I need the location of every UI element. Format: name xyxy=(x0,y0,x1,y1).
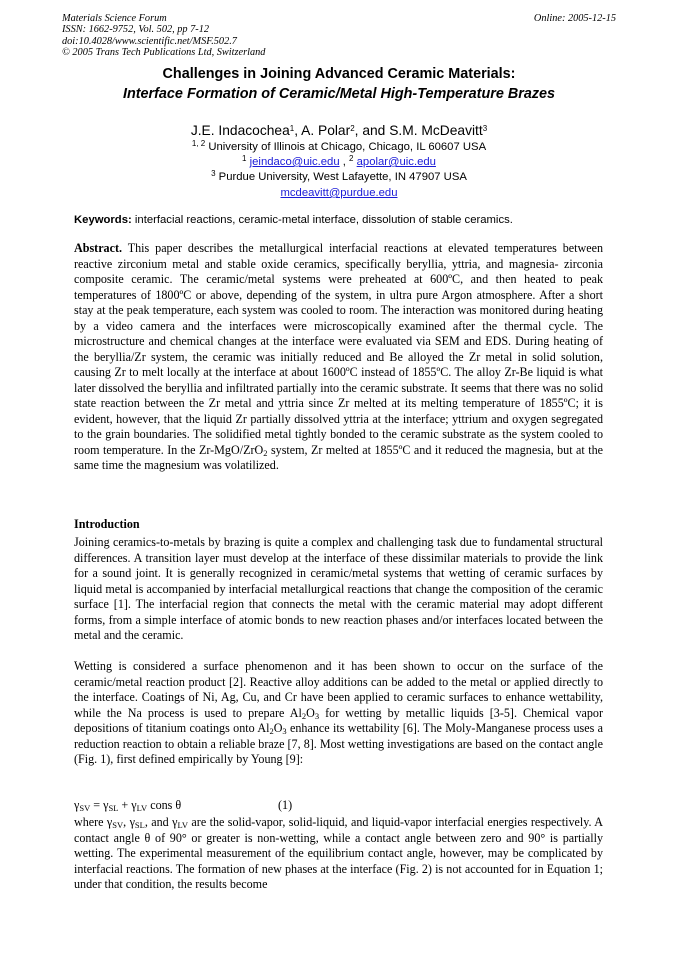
keywords-line xyxy=(74,213,616,228)
subscript: 2 xyxy=(301,710,307,721)
equation-symbol: γ xyxy=(103,798,109,812)
paragraph-text: , γ xyxy=(123,815,135,829)
email-separator: , xyxy=(339,156,350,168)
subscript: SL xyxy=(134,820,145,830)
subscript: 3 xyxy=(314,710,320,721)
paragraph-text: for wetting by metallic liquids [3-5]. Chemical vapor depositions of titanium coatings onto Al xyxy=(74,705,603,735)
doi-line: doi:10.4028/www.scientific.net/MSF.502.7 xyxy=(62,35,237,47)
keywords-text: interfacial reactions, ceramic-metal interface, dissolution of stable ceramics. xyxy=(131,214,513,226)
subscript: SV xyxy=(112,820,124,830)
subscript: LV xyxy=(136,803,148,813)
affiliation-text: Purdue University, West Lafayette, IN 47907 USA xyxy=(218,171,467,183)
affiliation-text: University of Illinois at Chicago, Chicago, IL 60607 USA xyxy=(208,141,487,153)
paragraph-text: O xyxy=(306,705,315,720)
email-link-polar[interactable]: apolar@uic.edu xyxy=(356,156,436,168)
abstract-text: This paper describes the metallurgical interfacial reactions at elevated temperatures between reactive zirconium metal and stable oxide ceramics, specifically beryllia, yttria, and magnesia- zirconia composite ceramic. The ceramic/metal systems were preheated at 600ºC, and then heated to peak temperatures of 1800ºC or above, depending of the system, in ultra pure Argon atmosphere. After a short stay at the peak temperature, each system was cooled to room. The interaction was monitored during heating by a video camera and the interfaces were microscopically examined after the thermal cycle. The microstructure and chemical changes at the interface were evaluated via SEM and EDS. During heating of the beryllia/Zr system, the ceramic was initially reduced and Be alloyed the Zr metal in solid solution, causing Zr to melt locally at the interface at about 1600ºC instead of 1855ºC. The alloy Zr-Be liquid is what later dissolved the beryllia and infiltrated partially into the ceramic substrate. It seems that there was no solid state reaction between the Zr metal and yttria since Zr melted at its melting temperature of 1855ºC; it is evident, however, that the liquid Zr partially dissolved yttria at the interface; yttrium and oxygen segregated to the grain boundaries. The solidified metal tightly bonded to the ceramic substrate as the system cooled to room temperature. In the Zr-MgO/ZrO xyxy=(74,241,603,457)
subscript: SV xyxy=(79,803,91,813)
paper-title-line1: Challenges in Joining Advanced Ceramic Materials: xyxy=(162,66,516,82)
equation-symbol: γ xyxy=(74,798,80,812)
journal-name: Materials Science Forum xyxy=(62,13,167,24)
paragraph-text: Wetting is considered a surface phenomenon and it has been shown to occur on the surface of the ceramic/metal reaction product [2]. Reactive alloy additions can be added to the metal or applied directly to the interface. Coatings of Ni, Ag, Cu, and Cr have been applied to ceramic surfaces to enhance wettability, while the Na process is used to prepare Al xyxy=(74,659,603,720)
abstract-text-tail: system, Zr melted at 1855ºC and it reduced the magnesia, but at the same time the magnesium was volatilized. xyxy=(74,442,604,472)
affiliation-uic xyxy=(62,140,616,155)
affiliation-purdue xyxy=(62,170,616,185)
intro-paragraph-2 xyxy=(74,659,603,768)
paragraph-text: are the solid-vapor, solid-liquid, and liquid-vapor interfacial energies respectively. A contact angle θ of 90° or greater is non-wetting, while a contact angle between zero and 90° is partially wetting. The experimental measurement of the equilibrium contact angle, however, may be complicated by interfacial reactions. The formation of new phases at the interface (Fig. 2) is not accounted for in Equation 1; under that condition, the results become xyxy=(74,815,603,891)
affiliation-mark: 1, 2 xyxy=(191,139,206,148)
email-link-mcdeavitt[interactable]: mcdeavitt@purdue.edu xyxy=(280,187,398,199)
subscript: 2 xyxy=(263,447,268,458)
journal-header xyxy=(62,13,616,59)
issn-line: ISSN: 1662-9752, Vol. 502, pp 7-12 xyxy=(62,24,210,36)
copyright-line: © 2005 Trans Tech Publications Ltd, Switzerland xyxy=(62,47,266,59)
keywords-label: Keywords: xyxy=(74,214,132,226)
online-date: Online: 2005-12-15 xyxy=(533,13,616,24)
equation-operator: = xyxy=(90,798,104,812)
intro-paragraph-1: Joining ceramics-to-metals by brazing is quite a complex and challenging task due to fundamental structural differences. A transition layer must develop at the interface of these dissimilar materials to provide the link for a sound joint. It is generally recognized in ceramic/metal systems that wetting of ceramic surfaces by liquid metal is accompanied by interfacial metallurgical reactions that change the composition of the ceramic surface [1]. The interfacial region that connects the metal with the ceramic material may adopt different forms, from a simple interface of atomic bonds to new reaction phases and/or interfaces located between the metal and the ceramic. xyxy=(74,535,603,642)
subscript: 3 xyxy=(282,726,287,736)
author-separator: , and xyxy=(354,123,390,138)
author-affiliation-mark: 1 xyxy=(289,124,295,133)
young-equation xyxy=(74,798,293,814)
email-mark: 1 xyxy=(242,154,247,163)
author-name: A. Polar xyxy=(301,123,351,138)
equation-operator: + xyxy=(118,798,132,812)
paragraph-text: enhance its wettability [6]. The Moly-Manganese process uses a reduction reaction to obtain a reliable braze [7, 8]. Most wetting investigations are based on the contact angle (Fig. 1), first defined empirically by Young [9]: xyxy=(74,721,604,766)
author-separator: , xyxy=(294,123,302,138)
subscript: 2 xyxy=(269,726,274,736)
paragraph-text: O xyxy=(273,721,283,735)
paper-title-line2: Interface Formation of Ceramic/Metal High-Temperature Brazes xyxy=(122,86,556,102)
author-affiliation-mark: 2 xyxy=(350,124,355,133)
abstract-label: Abstract. xyxy=(74,241,123,255)
equation-symbol: γ xyxy=(131,798,137,812)
author-name: S.M. McDeavitt xyxy=(389,123,483,138)
affiliation-mark: 3 xyxy=(211,169,216,178)
email-line-purdue xyxy=(62,186,616,201)
subscript: SL xyxy=(108,803,119,813)
equation-tail: cons θ xyxy=(147,798,182,812)
email-link-indacochea[interactable]: jeindaco@uic.edu xyxy=(249,156,340,168)
author-list xyxy=(62,122,616,140)
introduction-heading: Introduction xyxy=(74,517,140,531)
paragraph-text: , and γ xyxy=(144,815,178,829)
subscript: LV xyxy=(177,820,189,830)
paragraph-text: where γ xyxy=(74,815,113,829)
author-name: J.E. Indacochea xyxy=(190,123,290,138)
email-line-uic xyxy=(62,155,616,170)
equation-number: (1) xyxy=(278,798,293,812)
intro-paragraph-3 xyxy=(74,815,603,893)
abstract-paragraph xyxy=(74,241,603,474)
email-mark: 2 xyxy=(349,154,354,163)
author-affiliation-mark: 3 xyxy=(482,124,488,133)
